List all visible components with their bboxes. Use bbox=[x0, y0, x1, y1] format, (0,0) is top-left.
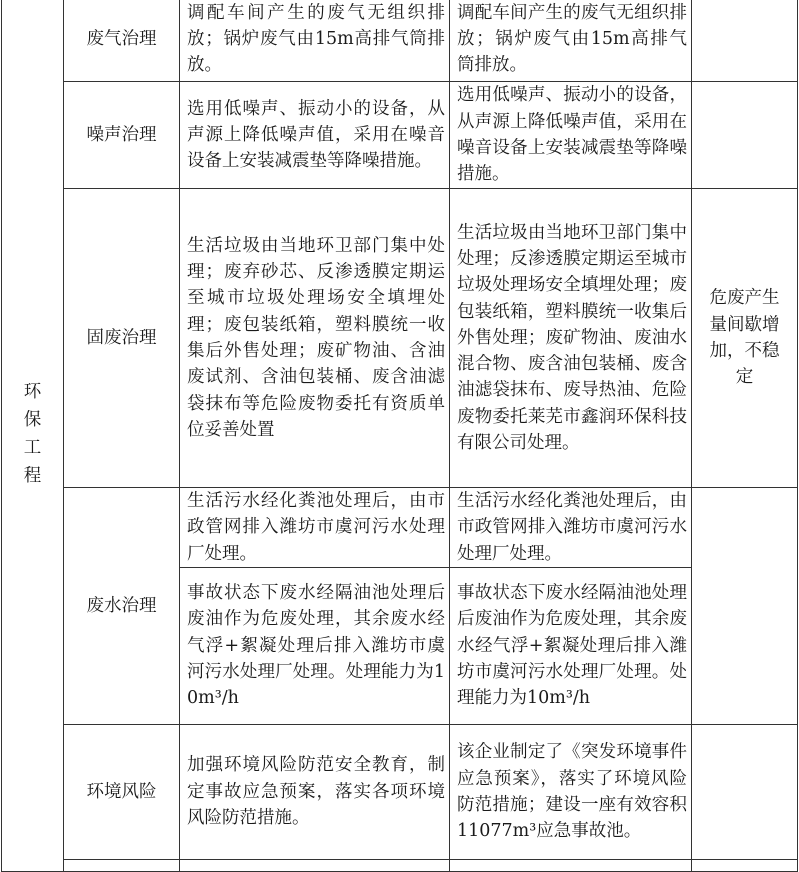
note-env-risk bbox=[692, 724, 798, 859]
actual-cell bbox=[450, 488, 692, 568]
actual-cell bbox=[450, 82, 692, 189]
item-env-risk: 环境风险 bbox=[64, 724, 180, 859]
actual-wastewater-domestic: 生活污水经化粪池处理后，由市政管网排入潍坊市虞河污水处理厂处理。 bbox=[457, 491, 687, 564]
actual-cell bbox=[450, 724, 692, 859]
requirement-cell bbox=[180, 724, 450, 859]
requirement-env-risk: 加强环境风险防范安全教育，制定事故应急预案，落实各项环境风险防范措施。 bbox=[187, 755, 445, 829]
spacer-cell bbox=[450, 859, 692, 871]
requirement-noise: 选用低噪声、振动小的设备，从声源上降低噪声值，采用在噪音设备上安装减震垫等降噪措施。 bbox=[187, 98, 445, 172]
note-solid-waste: 危废产生量间歇增加，不稳定 bbox=[692, 189, 798, 488]
requirement-solid-waste: 生活垃圾由当地环卫部门集中处理；废弃砂芯、反渗透膜定期运至城市垃圾处理场安全填埋处理；废包装纸箱，塑料膜统一收集后外售处理；废矿物油、含油废试剂、含油包装桶、废含油滤袋抹布等危险废物委托有资质单位妥善处置 bbox=[187, 235, 445, 440]
requirement-wastewater-accident: 事故状态下废水经隔油池处理后废油作为危废处理，其余废水经气浮+絮凝处理后排入潍坊市虞河污水处理厂处理。处理能力为10m³/h bbox=[187, 583, 445, 709]
note-wastewater bbox=[692, 488, 798, 725]
table-row bbox=[2, 724, 798, 859]
spacer-cell bbox=[64, 859, 180, 871]
table-row bbox=[2, 82, 798, 189]
actual-solid-waste: 生活垃圾由当地环卫部门集中处理；反渗透膜定期运至城市垃圾处理场安全填埋处理；废包装纸箱，塑料膜统一收集后外售处理；废矿物油、废油水混合物、废含油包装桶、废含油滤袋抹布、废导热油、危险废物委托莱芜市鑫润环保科技有限公司处理。 bbox=[457, 222, 687, 454]
actual-waste-gas: 调配车间产生的废气无组织排放；锅炉废气由15m高排气筒排放。 bbox=[457, 2, 687, 76]
table-row bbox=[2, 0, 798, 82]
requirement-wastewater-domestic: 生活污水经化粪池处理后，由市政管网排入潍坊市虞河污水处理厂处理。 bbox=[187, 491, 445, 564]
actual-wastewater-accident: 事故状态下废水经隔油池处理后废油作为危废处理，其余废水经气浮+絮凝处理后排入潍坊市虞河污水处理厂处理。处理能力为10m³/h bbox=[457, 583, 687, 709]
requirement-cell bbox=[180, 0, 450, 82]
requirement-waste-gas: 调配车间产生的废气无组织排放；锅炉废气由15m高排气筒排放。 bbox=[187, 2, 445, 76]
spacer-cell bbox=[692, 859, 798, 871]
actual-env-risk: 该企业制定了《突发环境事件应急预案》，落实了环境风险防范措施；建设一座有效容积11077m³应急事故池。 bbox=[457, 742, 687, 842]
actual-cell bbox=[450, 189, 692, 488]
requirement-cell bbox=[180, 82, 450, 189]
table-row bbox=[2, 488, 798, 568]
note-waste-gas bbox=[692, 0, 798, 82]
environmental-works-table bbox=[1, 0, 798, 872]
requirement-cell bbox=[180, 567, 450, 724]
category-cell bbox=[2, 0, 64, 871]
actual-cell bbox=[450, 567, 692, 724]
item-noise: 噪声治理 bbox=[64, 82, 180, 189]
requirement-cell bbox=[180, 189, 450, 488]
item-solid-waste: 固废治理 bbox=[64, 189, 180, 488]
category-label: 环保工程 bbox=[23, 381, 42, 486]
note-noise bbox=[692, 82, 798, 189]
table-row bbox=[2, 189, 798, 488]
requirement-cell bbox=[180, 488, 450, 568]
spacer-cell bbox=[180, 859, 450, 871]
item-wastewater: 废水治理 bbox=[64, 488, 180, 725]
actual-cell bbox=[450, 0, 692, 82]
actual-noise: 选用低噪声、振动小的设备，从声源上降低噪声值，采用在噪音设备上安装减震垫等降噪措施。 bbox=[457, 85, 687, 185]
table-row-spacer bbox=[2, 859, 798, 871]
item-waste-gas: 废气治理 bbox=[64, 0, 180, 82]
